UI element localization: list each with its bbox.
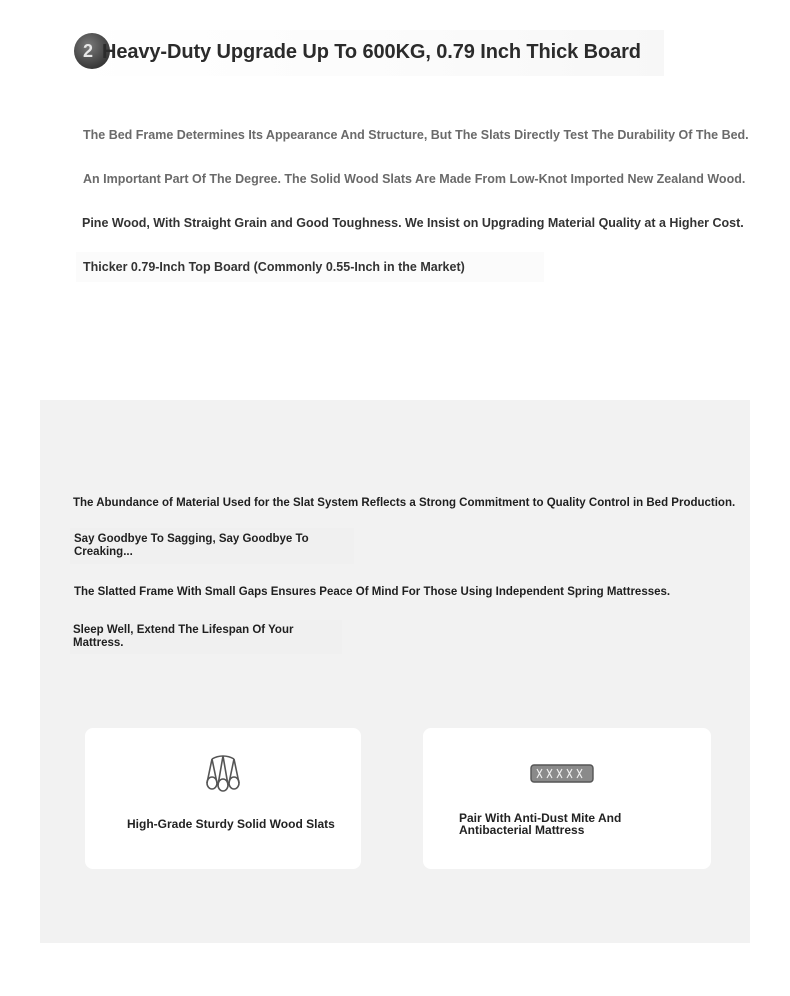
feature-card-slats — [85, 728, 361, 869]
feature-card-mattress — [423, 728, 711, 869]
panel-text-2: Say Goodbye To Sagging, Say Goodbye To Creaking... — [74, 533, 309, 558]
panel-text-1: The Abundance of Material Used for the Slat System Reflects a Strong Commitment to Quality Control in Bed Production. — [73, 497, 736, 509]
mattress-icon — [529, 763, 595, 785]
panel-text-3: The Slatted Frame With Small Gaps Ensures Peace Of Mind For Those Using Independent Spring Mattresses. — [74, 586, 671, 598]
section-title: Heavy-Duty Upgrade Up To 600KG, 0.79 Inch Thick Board — [102, 41, 641, 63]
intro-line-1: The Bed Frame Determines Its Appearance And Structure, But The Slats Directly Test The Durability Of The Bed. — [83, 128, 749, 142]
intro-line-3: Pine Wood, With Straight Grain and Good Toughness. We Insist on Upgrading Material Quality at a Higher Cost. — [82, 216, 744, 230]
intro-line-4: Thicker 0.79-Inch Top Board (Commonly 0.55-Inch in the Market) — [83, 260, 465, 274]
wood-slats-icon — [204, 753, 242, 793]
feature-label-mattress: Pair With Anti-Dust Mite And Antibacterial Mattress — [459, 811, 622, 837]
section-number-badge: 2 — [74, 33, 110, 69]
intro-line-2: An Important Part Of The Degree. The Solid Wood Slats Are Made From Low-Knot Imported New Zealand Wood. — [83, 172, 746, 186]
panel-text-4: Sleep Well, Extend The Lifespan Of Your Mattress. — [73, 624, 294, 649]
feature-label-slats: High-Grade Sturdy Solid Wood Slats — [127, 817, 335, 831]
